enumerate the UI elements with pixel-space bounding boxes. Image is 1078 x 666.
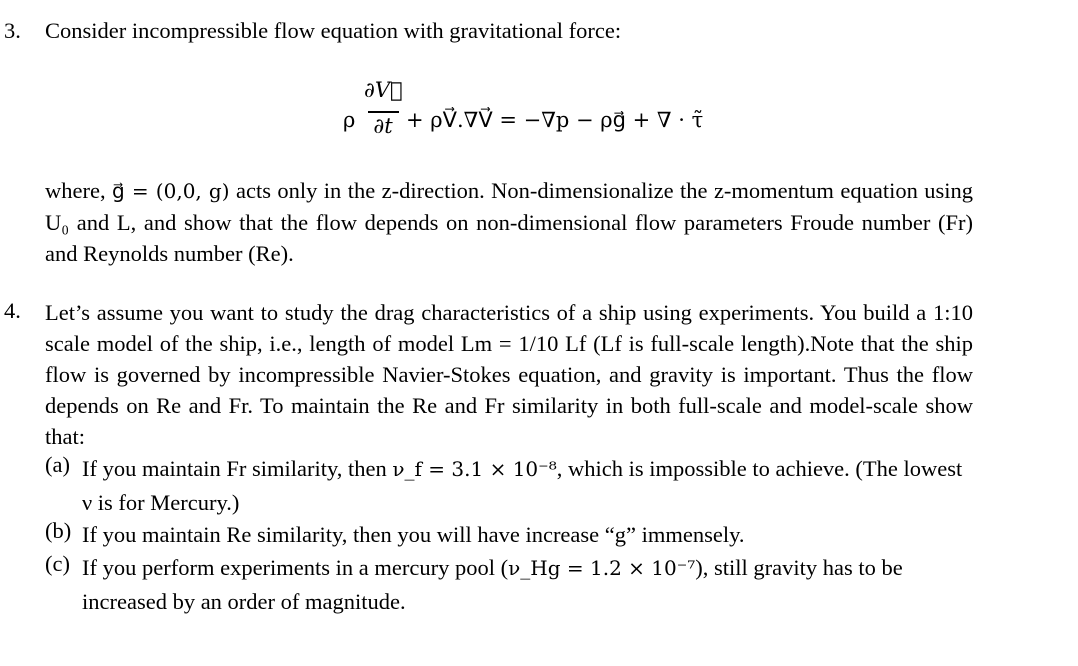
gravity-vector: g⃗ = (0,0, g) bbox=[112, 179, 230, 203]
problem-4-paragraph: Let’s assume you want to study the drag characteristics of a ship using experiments. You build a 1:10 scale model of the ship, i.e., length of model Lm = 1/10 Lf (Lf is full-scale length).Note that the ship flow is governed by incompressible Navier-Stokes equation, and gravity is important. Thus the flow depends on Re and Fr. To maintain the Re and Fr similarity in both full-scale and model-scale show that: bbox=[45, 300, 973, 449]
para-rest: acts only in the z-direction. Non-dimensionalize the z-momentum equation using U₀ and L, and show that the flow depends on non-dimensional flow parameters Froude number (Fr) and Reynolds number (Re). bbox=[45, 178, 974, 266]
item-text bbox=[82, 518, 975, 551]
item-label: (b) bbox=[45, 518, 72, 543]
item-label: (c) bbox=[45, 551, 70, 576]
para-prefix: where, bbox=[45, 178, 113, 203]
item-math: ν_Hg = 1.2 × 10⁻⁷ bbox=[508, 556, 696, 580]
equation-numerator: ∂V⃗ bbox=[364, 78, 403, 102]
item-text-before: If you perform experiments in a mercury pool ( bbox=[82, 555, 509, 580]
problem-3-paragraph bbox=[45, 175, 973, 269]
equation-rhs: + ρV⃗.∇V⃗ = −∇p − ρg⃗ + ∇ · τ̃ bbox=[406, 108, 704, 132]
item-text-after: ), still gravity has to be increased by an order of magnitude. bbox=[82, 555, 903, 614]
item-text-before: If you maintain Fr similarity, then bbox=[82, 456, 393, 481]
item-text-before: If you maintain Re similarity, then you will have increase “g” immensely. bbox=[82, 522, 745, 547]
equation-denominator: ∂t bbox=[373, 114, 393, 138]
equation-rho: ρ bbox=[343, 108, 356, 132]
fraction-bar bbox=[368, 111, 399, 113]
momentum-equation bbox=[0, 78, 1078, 148]
item-label: (a) bbox=[45, 452, 70, 477]
item-text-after: , which is impossible to achieve. (The lowest ν is for Mercury.) bbox=[82, 456, 963, 515]
item-text bbox=[82, 452, 975, 519]
problem-number: 4. bbox=[4, 298, 21, 323]
problem-number: 3. bbox=[4, 18, 21, 43]
problem-intro: Consider incompressible flow equation with gravitational force: bbox=[45, 18, 622, 43]
item-text bbox=[82, 551, 975, 618]
item-math: ν_f = 3.1 × 10⁻⁸ bbox=[392, 457, 557, 481]
